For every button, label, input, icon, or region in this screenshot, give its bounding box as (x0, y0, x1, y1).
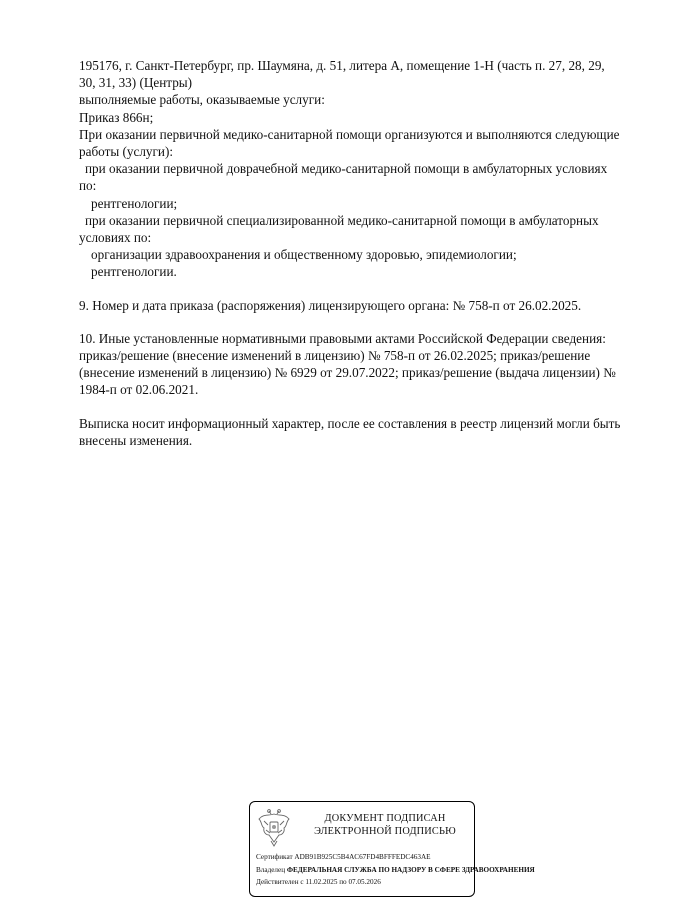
notice: внесены изменения. (79, 432, 193, 448)
notice: Выписка носит информационный характер, после ее составления в реестр лицензий могли быть (79, 415, 621, 431)
certificate-number: Сертификат ADB91B925C5B4AC67FD4BFFFEDC463AE (256, 853, 431, 861)
validity-period: Действителен с 11.02.2025 по 07.05.2026 (256, 878, 381, 886)
works-heading: выполняемые работы, оказываемые услуги: (79, 92, 325, 108)
subsection-specialized: при оказании первичной специализированной медико-санитарной помощи в амбулаторных (85, 212, 599, 228)
service-item: организации здравоохранения и общественному здоровью, эпидемиологии; (91, 247, 517, 263)
address-line: 195176, г. Санкт-Петербург, пр. Шаумяна, д. 51, литера А, помещение 1-Н (часть п. 27, 28, 29, (79, 58, 605, 73)
subsection-primary-prehospital: при оказании первичной доврачебной медико-санитарной помощи в амбулаторных условиях (85, 161, 608, 177)
coat-of-arms-icon (256, 808, 292, 848)
stamp-title: ДОКУМЕНТ ПОДПИСАН ЭЛЕКТРОННОЙ ПОДПИСЬЮ (314, 813, 456, 837)
item-10: 10. Иные установленные нормативными правовыми актами Российской Федерации сведения: (79, 330, 606, 346)
owner-name: ФЕДЕРАЛЬНАЯ СЛУЖБА ПО НАДЗОРУ В СФЕРЕ ЗДРАВООХРАНЕНИЯ (286, 866, 535, 874)
item-10: 1984-п от 02.06.2021. (79, 382, 199, 398)
certificate-owner: Владелец ФЕДЕРАЛЬНАЯ СЛУЖБА ПО НАДЗОРУ В СФЕРЕ ЗДРАВООХРАНЕНИЯ (256, 866, 535, 874)
service-item: рентгенологии. (91, 264, 177, 280)
electronic-signature-stamp (249, 801, 535, 897)
item-9: 9. Номер и дата приказа (распоряжения) лицензирующего органа: № 758-п от 26.02.2025. (79, 297, 582, 313)
intro-text: работы (услуги): (79, 144, 174, 160)
service-item: рентгенологии; (91, 195, 178, 211)
order-reference: Приказ 866н; (79, 109, 154, 125)
subsection-primary-prehospital: по: (79, 178, 97, 194)
address-line: 30, 31, 33) (Центры) (79, 75, 193, 91)
item-10: приказ/решение (внесение изменений в лицензию) № 758-п от 26.02.2025; приказ/решение (79, 348, 591, 364)
subsection-specialized: условиях по: (79, 230, 152, 246)
document-body (79, 57, 644, 449)
item-10: (внесение изменений в лицензию) № 6929 от 29.07.2022; приказ/решение (выдача лицензии) № (79, 365, 616, 381)
intro-text: При оказании первичной медико-санитарной помощи организуются и выполняются следующие (79, 126, 620, 142)
